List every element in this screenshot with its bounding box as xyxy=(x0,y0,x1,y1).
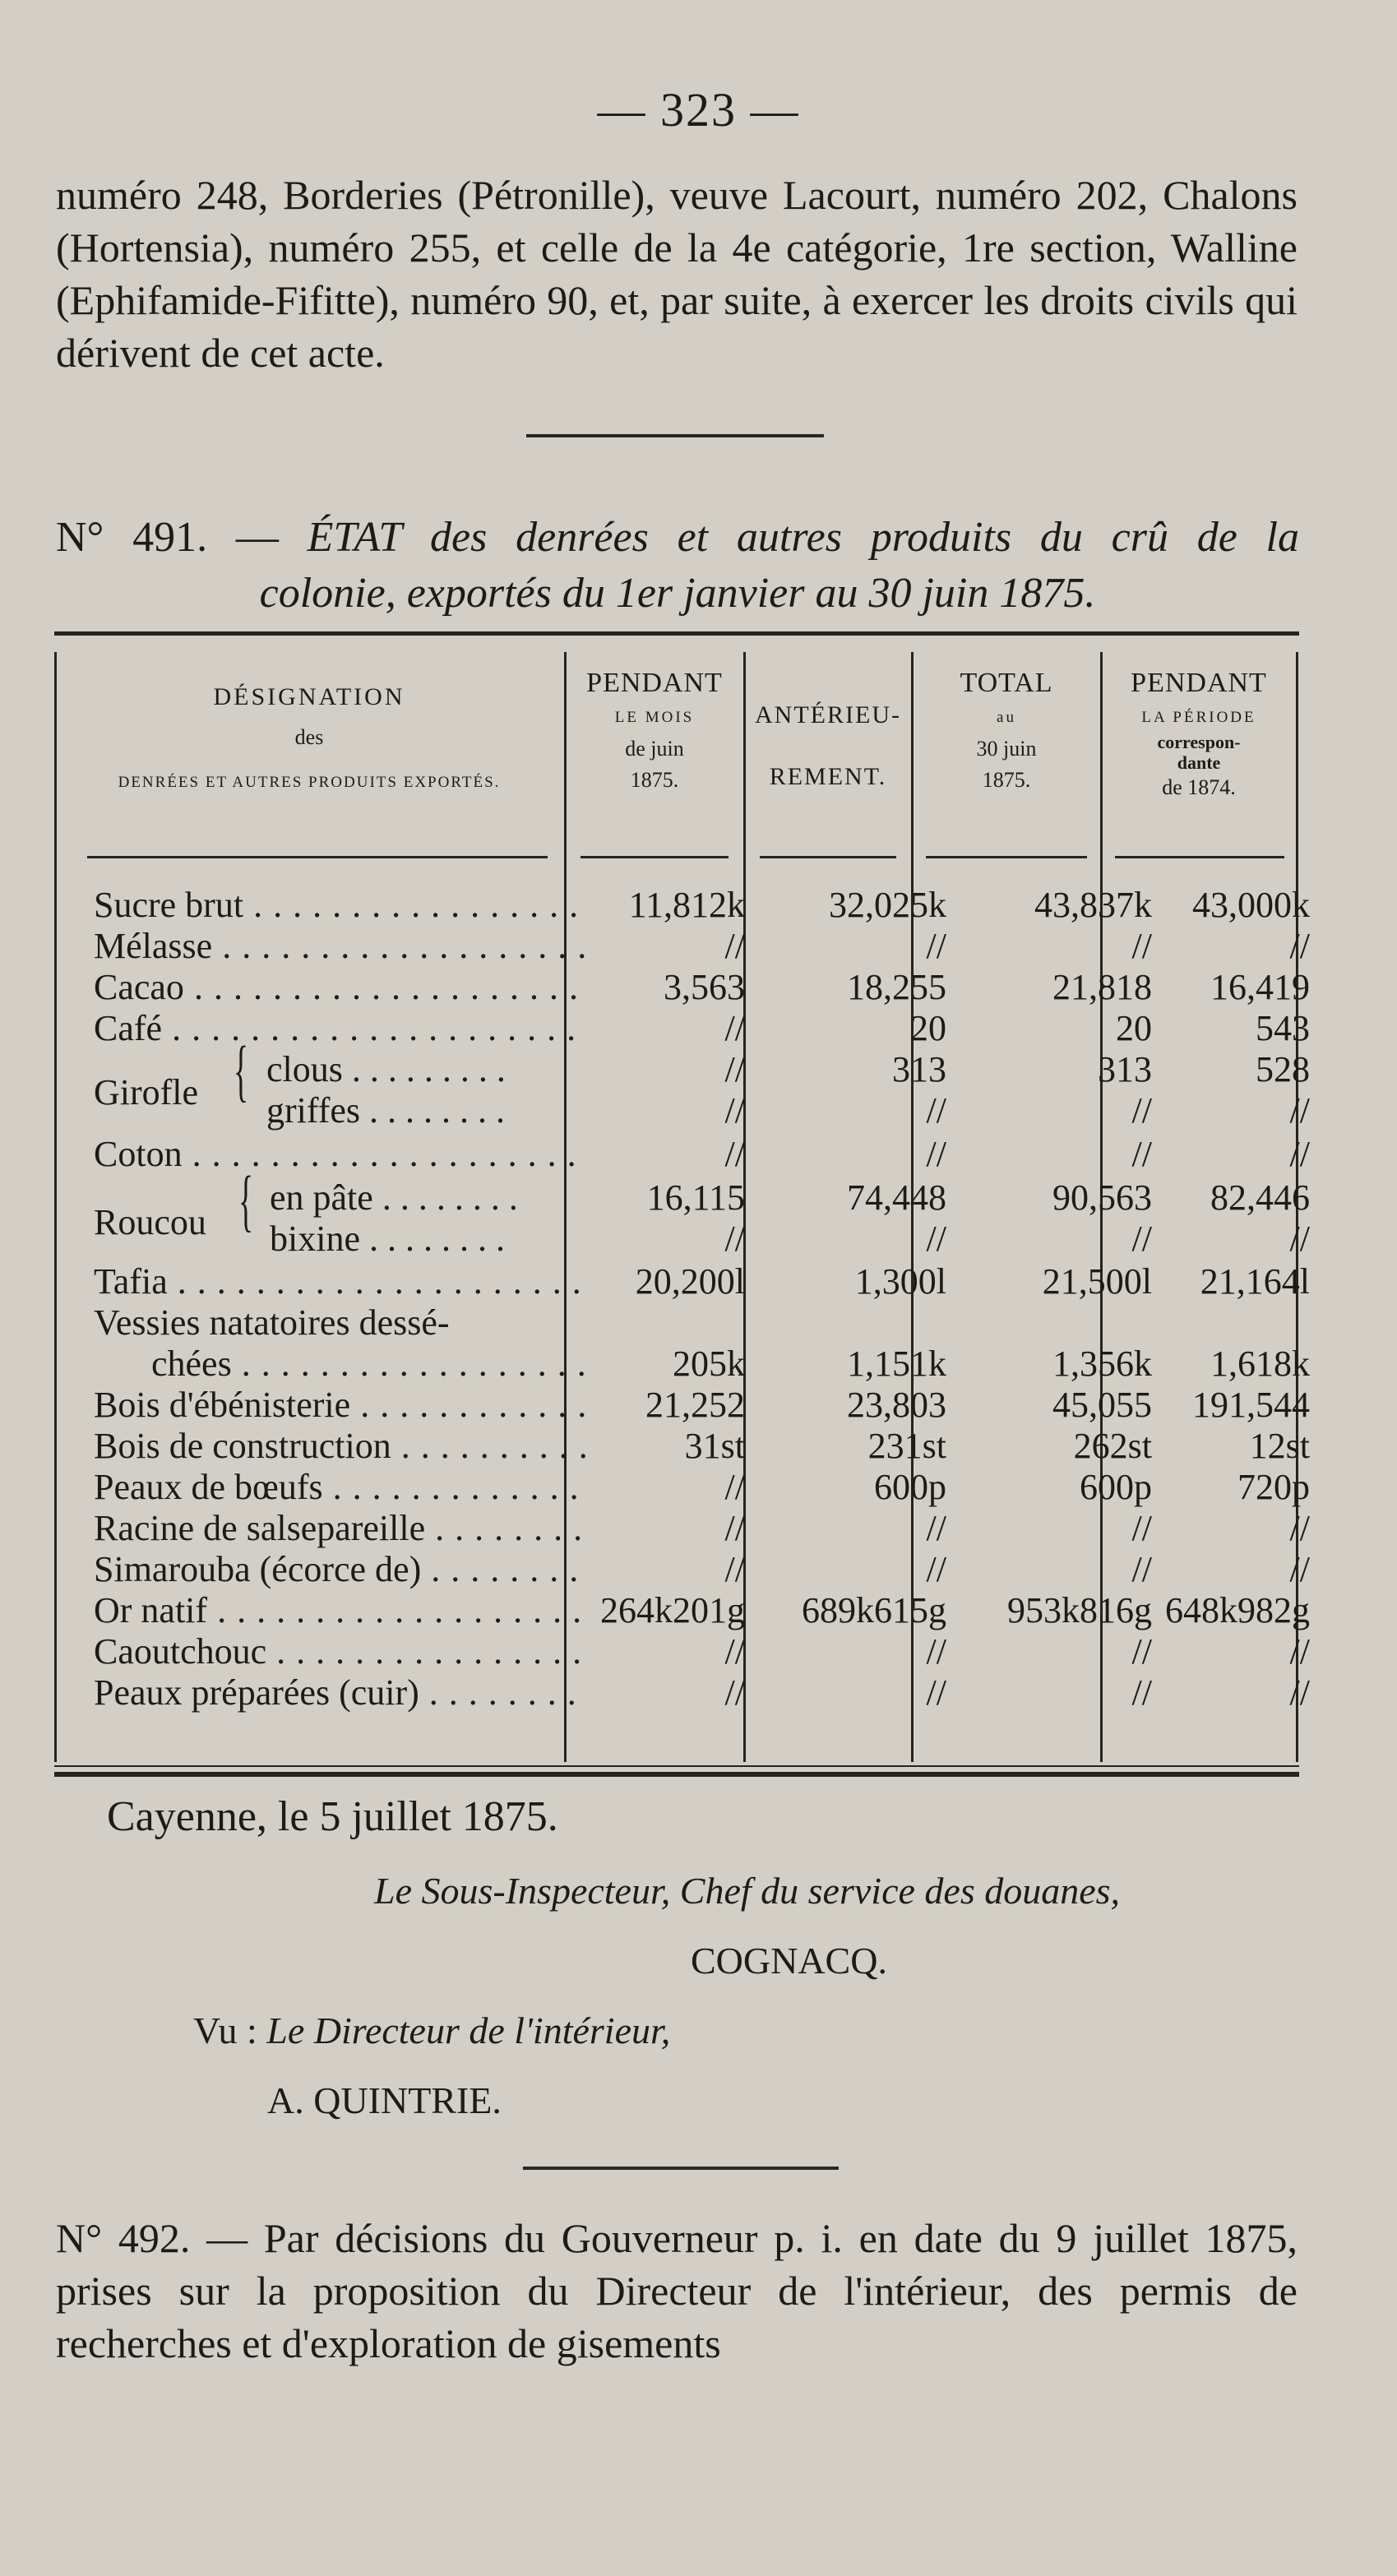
cell-total: 43,837k xyxy=(1034,885,1152,925)
cell-1874: // xyxy=(1289,1549,1310,1589)
header-month-line: PENDANT xyxy=(586,668,723,698)
cell-month: // xyxy=(724,1672,745,1713)
header-total-line: 30 juin xyxy=(976,736,1037,761)
table-row xyxy=(54,1384,1310,1425)
intro-paragraph: numéro 248, Borderies (Pétronille), veuve Lacourt, numéro 202, Chalons (Hortensia), numéro 255, et celle de la 4e catégorie, 1re section, Walline (Ephifamide-Fifitte), numéro 90, et, par suite, à exercer les droits civils qui dérivent de cet acte. xyxy=(56,172,1298,376)
table-row xyxy=(54,966,1310,1007)
exports-table xyxy=(54,631,1310,1777)
cell-1874: 720p xyxy=(1237,1467,1310,1507)
cell-1874: 648k982g xyxy=(1165,1590,1310,1630)
header-previous-line: ANTÉRIEU- xyxy=(755,701,901,728)
table-row xyxy=(54,1589,1310,1630)
cell-previous: // xyxy=(926,1508,946,1548)
row-label: Bois de construction . . . xyxy=(94,1425,587,1467)
cell-previous: 23,803 xyxy=(847,1385,946,1425)
row-sublabel: griffes . . . xyxy=(266,1089,513,1131)
cell-1874: 191,544 xyxy=(1192,1385,1310,1425)
header-total xyxy=(914,667,1099,793)
cell-previous: // xyxy=(926,1631,946,1672)
brace-glyph: { xyxy=(238,1163,254,1239)
section-divider xyxy=(526,434,824,437)
cell-month: // xyxy=(724,1467,745,1507)
header-rule xyxy=(926,856,1087,858)
group-label-roucou: Roucou xyxy=(94,1202,206,1242)
row-label: Sucre brut . . . xyxy=(94,884,587,926)
header-total-line: 1875. xyxy=(982,767,1031,792)
row-label: Tafia . . . xyxy=(94,1260,587,1302)
row-label: chées . . . xyxy=(151,1343,587,1385)
header-month xyxy=(568,667,741,793)
cell-previous: 20 xyxy=(910,1008,946,1048)
cell-total: // xyxy=(1131,1631,1152,1672)
table-row xyxy=(54,1048,1310,1089)
closing-paragraph: N° 492. — Par décisions du Gouverneur p. i. en date du 9 juillet 1875, prises sur la proposition du Directeur de l'intérieur, des permis de recherches et d'exploration de gisements xyxy=(56,2215,1298,2366)
header-month-line: LE MOIS xyxy=(614,709,695,727)
cell-total: 600p xyxy=(1080,1467,1152,1507)
cell-1874: // xyxy=(1289,1672,1310,1713)
cell-1874: // xyxy=(1289,1134,1310,1174)
table-row xyxy=(54,1089,1310,1131)
cell-total: // xyxy=(1131,926,1152,966)
signatory-role: Le Sous-Inspecteur, Chef du service des douanes, xyxy=(374,1870,1121,1912)
cell-total: // xyxy=(1131,1090,1152,1131)
cell-month: // xyxy=(724,1219,745,1259)
row-label: Mélasse . . . xyxy=(94,925,587,967)
header-period-line: PENDANT xyxy=(1131,668,1267,698)
cell-1874: 82,446 xyxy=(1210,1177,1310,1218)
cell-1874: 543 xyxy=(1256,1008,1310,1048)
cell-month: // xyxy=(724,1049,745,1089)
cell-month: // xyxy=(724,1508,745,1548)
row-label: Cacao . . . xyxy=(94,966,587,1008)
cell-1874: 43,000k xyxy=(1192,885,1310,925)
row-label: Or natif . . . xyxy=(94,1589,587,1631)
section-divider xyxy=(523,2167,839,2170)
cell-1874: 21,164l xyxy=(1200,1261,1310,1302)
cell-month: 16,115 xyxy=(646,1177,745,1218)
cell-previous: 18,255 xyxy=(847,967,946,1007)
row-label: Racine de salsepareille . . . xyxy=(94,1507,587,1549)
header-rule xyxy=(87,856,548,858)
cell-previous: 231st xyxy=(867,1426,946,1466)
vu-role: Le Directeur de l'intérieur, xyxy=(266,2009,671,2051)
header-designation-line: des xyxy=(294,724,324,749)
table-row xyxy=(54,1343,1310,1384)
row-sublabel: clous . . . xyxy=(266,1048,513,1090)
row-label: Vessies natatoires dessé- xyxy=(94,1302,450,1343)
cell-1874: // xyxy=(1289,926,1310,966)
cell-previous: 32,025k xyxy=(829,885,946,925)
cell-month: 21,252 xyxy=(645,1385,745,1425)
cell-total: // xyxy=(1131,1219,1152,1259)
title-line-2: colonie, exportés du 1er janvier au 30 juin 1875. xyxy=(259,570,1096,617)
row-label: Coton . . . xyxy=(94,1133,587,1175)
header-period-line: LA PÉRIODE xyxy=(1141,709,1256,727)
header-period-1874 xyxy=(1103,667,1294,799)
header-period-line: de 1874. xyxy=(1162,775,1236,799)
vu-line xyxy=(193,2006,670,2056)
header-previous xyxy=(747,701,909,791)
table-row xyxy=(54,1218,1310,1259)
cell-previous: // xyxy=(926,926,946,966)
table-row xyxy=(54,1466,1310,1507)
cell-previous: // xyxy=(926,1134,946,1174)
cell-month: // xyxy=(724,1090,745,1131)
signatory-name-2: A. QUINTRIE. xyxy=(267,2079,502,2121)
cell-previous: // xyxy=(926,1549,946,1589)
header-month-line: 1875. xyxy=(630,767,679,792)
row-label: Caoutchouc . . . xyxy=(94,1630,587,1672)
cell-1874: // xyxy=(1289,1219,1310,1259)
header-rule xyxy=(581,856,729,858)
cell-total: // xyxy=(1131,1134,1152,1174)
table-row xyxy=(54,1630,1310,1672)
row-label: Simarouba (écorce de) . . . xyxy=(94,1548,587,1590)
table-row xyxy=(54,925,1310,966)
cell-month: // xyxy=(724,1008,745,1048)
row-label: Café . . . xyxy=(94,1007,587,1049)
table-row xyxy=(54,1260,1310,1302)
header-rule xyxy=(1115,856,1284,858)
header-previous-line: REMENT. xyxy=(769,762,887,790)
table-row xyxy=(54,1672,1310,1713)
cell-month: 11,812k xyxy=(628,885,745,925)
header-designation-line: DÉSIGNATION xyxy=(213,683,405,710)
cell-previous: 74,448 xyxy=(847,1177,946,1218)
table-row xyxy=(54,1425,1310,1466)
header-month-line: de juin xyxy=(625,736,684,761)
header-period-line: dante xyxy=(1177,752,1221,774)
cell-1874: 16,419 xyxy=(1210,967,1310,1007)
row-sublabel: en pâte . . . xyxy=(270,1177,516,1219)
cell-1874: 528 xyxy=(1256,1049,1310,1089)
cell-total: // xyxy=(1131,1549,1152,1589)
place-date: Cayenne, le 5 juillet 1875. xyxy=(107,1793,558,1840)
page-number: — 323 — xyxy=(597,83,800,136)
cell-total: 262st xyxy=(1073,1426,1152,1466)
cell-previous: // xyxy=(926,1090,946,1131)
cell-previous: // xyxy=(926,1672,946,1713)
cell-total: // xyxy=(1131,1508,1152,1548)
cell-month: 264k201g xyxy=(600,1590,745,1630)
table-title xyxy=(56,510,1299,622)
cell-month: 205k xyxy=(673,1343,745,1384)
cell-total: 313 xyxy=(1098,1049,1152,1089)
cell-month: 20,200l xyxy=(635,1261,745,1302)
signatory-name-1: COGNACQ. xyxy=(691,1940,887,1982)
table-row xyxy=(54,884,1310,925)
cell-month: // xyxy=(724,1134,745,1174)
group-label-girofle: Girofle xyxy=(94,1072,199,1112)
header-total-line: TOTAL xyxy=(960,668,1053,698)
row-label: Peaux de bœufs . . . xyxy=(94,1466,587,1508)
cell-1874: 1,618k xyxy=(1210,1343,1310,1384)
cell-previous: // xyxy=(926,1219,946,1259)
row-sublabel: bixine . . . xyxy=(270,1218,516,1260)
cell-1874: // xyxy=(1289,1508,1310,1548)
cell-month: // xyxy=(724,926,745,966)
cell-total: 1,356k xyxy=(1052,1343,1152,1384)
cell-month: 3,563 xyxy=(664,967,745,1007)
cell-month: // xyxy=(724,1631,745,1672)
vu-prefix: Vu : xyxy=(193,2009,257,2051)
row-label: Bois d'ébénisterie . . . xyxy=(94,1384,587,1426)
cell-1874: 12st xyxy=(1249,1426,1310,1466)
row-label: Peaux préparées (cuir) . . . xyxy=(94,1672,587,1713)
cell-total: 20 xyxy=(1116,1008,1152,1048)
table-row xyxy=(54,1507,1310,1548)
cell-1874: // xyxy=(1289,1090,1310,1131)
table-row xyxy=(54,1177,1310,1218)
header-total-line: au xyxy=(997,709,1016,727)
cell-month: // xyxy=(724,1549,745,1589)
title-line-1: ÉTAT des denrées et autres produits du crû de la xyxy=(307,514,1300,561)
cell-previous: 600p xyxy=(874,1467,946,1507)
cell-total: // xyxy=(1131,1672,1152,1713)
cell-previous: 1,151k xyxy=(847,1343,946,1384)
header-designation-line: DENRÉES ET AUTRES PRODUITS EXPORTÉS. xyxy=(118,774,501,792)
cell-total: 21,500l xyxy=(1042,1261,1152,1302)
header-rule xyxy=(760,856,896,858)
cell-previous: 1,300l xyxy=(854,1261,946,1302)
cell-previous: 313 xyxy=(892,1049,946,1089)
cell-month: 31st xyxy=(684,1426,745,1466)
cell-total: 45,055 xyxy=(1052,1385,1152,1425)
cell-total: 21,818 xyxy=(1052,967,1152,1007)
cell-total: 90,563 xyxy=(1052,1177,1152,1218)
brace-glyph: { xyxy=(234,1033,249,1109)
header-period-line: correspon- xyxy=(1157,731,1241,752)
table-row xyxy=(54,1302,1299,1343)
cell-previous: 689k615g xyxy=(802,1590,946,1630)
table-row xyxy=(54,1548,1310,1589)
header-designation xyxy=(71,683,548,792)
title-number: N° 491. — xyxy=(56,514,279,561)
cell-total: 953k816g xyxy=(1007,1590,1152,1630)
cell-1874: // xyxy=(1289,1631,1310,1672)
